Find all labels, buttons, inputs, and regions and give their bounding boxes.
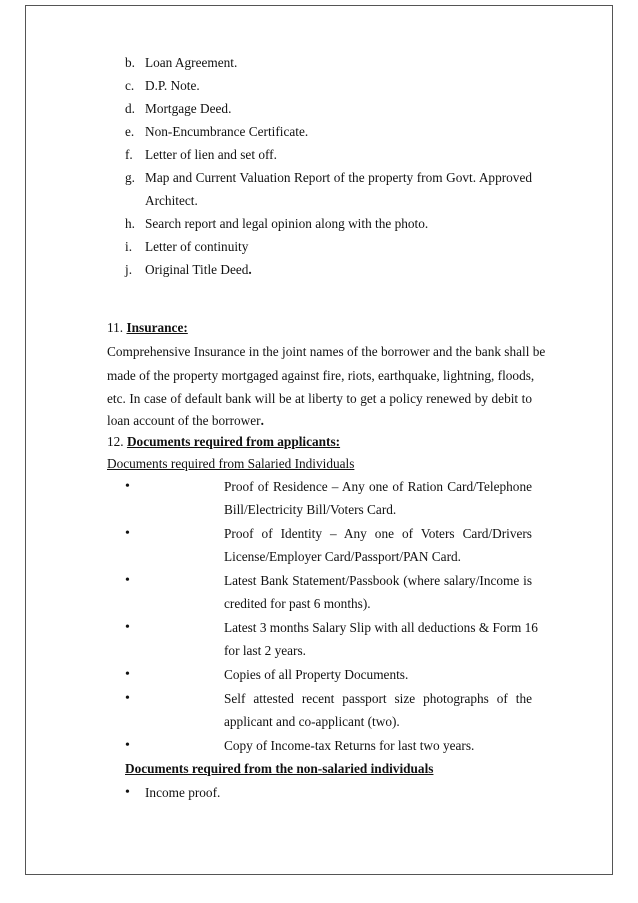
salaried-item-photographs: Self attested recent passport size photographs of the <box>224 691 532 706</box>
insurance-line-3: etc. In case of default bank will be at liberty to get a policy renewed by debit to <box>107 391 532 406</box>
insurance-line-1: Comprehensive Insurance in the joint names of the borrower and the bank shall be <box>107 344 546 359</box>
list-item-mortgage-deed: Mortgage Deed. <box>145 101 232 116</box>
salaried-item-residence-cont: Bill/Electricity Bill/Voters Card. <box>224 502 397 517</box>
insurance-end-mark: . <box>260 413 264 428</box>
list-item-dp-note: D.P. Note. <box>145 78 200 93</box>
list-marker: d. <box>125 101 135 116</box>
list-item-valuation-report-cont: Architect. <box>145 193 198 208</box>
salaried-item-photographs-cont: applicant and co-applicant (two). <box>224 714 400 729</box>
salaried-item-property-documents: Copies of all Property Documents. <box>224 667 409 682</box>
insurance-line-4 <box>107 413 264 429</box>
list-item-non-encumbrance: Non-Encumbrance Certificate. <box>145 124 309 139</box>
bullet: • <box>125 785 130 800</box>
insurance-line-2: made of the property mortgaged against fire, riots, earthquake, lightning, floods, <box>107 368 535 383</box>
insurance-title: Insurance: <box>126 320 188 335</box>
title-deed-period: . <box>248 262 252 277</box>
documents-heading <box>107 434 340 450</box>
list-marker: g. <box>125 170 135 185</box>
bullet: • <box>125 573 130 588</box>
salaried-item-identity-cont: License/Employer Card/Passport/PAN Card. <box>224 549 461 564</box>
non-salaried-subheading: Documents required from the non-salaried individuals <box>125 761 434 776</box>
salaried-item-bank-statement: Latest Bank Statement/Passbook (where salary/Income is <box>224 573 532 588</box>
salaried-item-salary-slip: Latest 3 months Salary Slip with all deductions & Form 16 <box>224 620 538 635</box>
insurance-line-4-text: loan account of the borrower <box>107 413 261 428</box>
salaried-item-income-tax: Copy of Income-tax Returns for last two years. <box>224 738 475 753</box>
salaried-item-salary-slip-cont: for last 2 years. <box>224 643 306 658</box>
list-marker: j. <box>125 262 133 277</box>
bullet: • <box>125 479 130 494</box>
title-deed-text: Original Title Deed <box>145 262 249 277</box>
section-number: 11. <box>107 320 124 335</box>
list-marker: b. <box>125 55 135 70</box>
insurance-heading <box>107 320 188 336</box>
salaried-subheading: Documents required from Salaried Individuals <box>107 456 355 471</box>
salaried-item-identity: Proof of Identity – Any one of Voters Card/Drivers <box>224 526 532 541</box>
bullet: • <box>125 620 130 635</box>
salaried-item-residence: Proof of Residence – Any one of Ration Card/Telephone <box>224 479 532 494</box>
non-salaried-item-income-proof: Income proof. <box>145 785 221 800</box>
list-marker: i. <box>125 239 133 254</box>
bullet: • <box>125 667 130 682</box>
list-marker: c. <box>125 78 135 93</box>
section-number: 12. <box>107 434 124 449</box>
documents-title: Documents required from applicants: <box>126 434 341 449</box>
list-item-title-deed <box>145 262 252 278</box>
list-marker: h. <box>125 216 135 231</box>
list-marker: e. <box>125 124 135 139</box>
list-item-letter-of-lien: Letter of lien and set off. <box>145 147 277 162</box>
bullet: • <box>125 738 130 753</box>
list-item-valuation-report: Map and Current Valuation Report of the property from Govt. Approved <box>145 170 532 185</box>
list-item-search-report: Search report and legal opinion along with the photo. <box>145 216 429 231</box>
list-marker: f. <box>125 147 133 162</box>
list-item-loan-agreement: Loan Agreement. <box>145 55 238 70</box>
bullet: • <box>125 691 130 706</box>
salaried-item-bank-statement-cont: credited for past 6 months). <box>224 596 371 611</box>
list-item-letter-of-continuity: Letter of continuity <box>145 239 249 254</box>
bullet: • <box>125 526 130 541</box>
